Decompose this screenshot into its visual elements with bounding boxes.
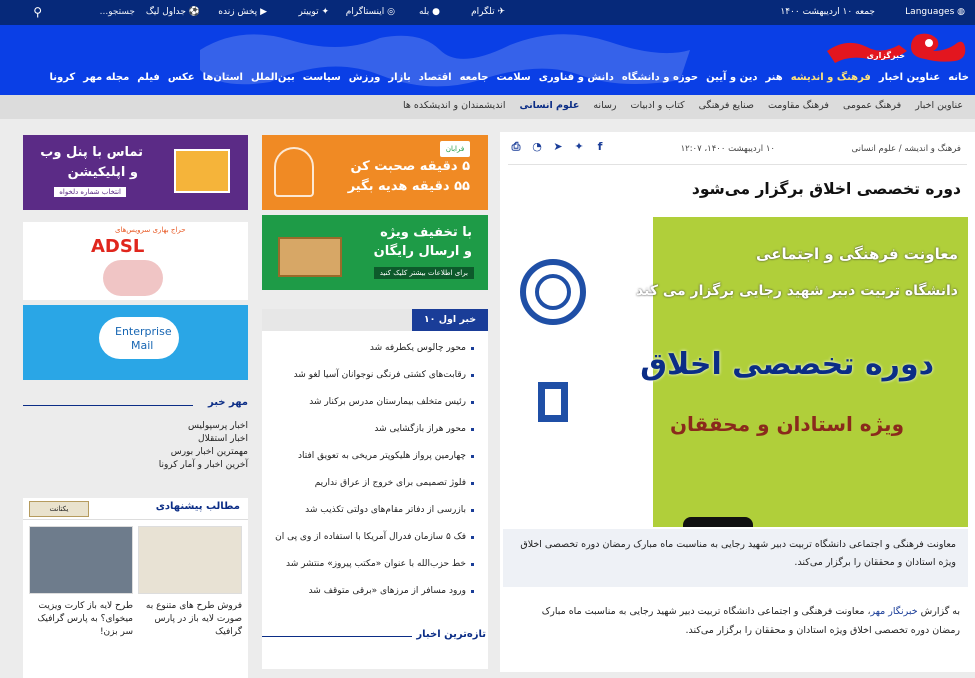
suggested-card-image (138, 526, 242, 594)
live-tv-label: پخش زنده (218, 7, 258, 17)
main-nav-item[interactable]: استان‌ها (202, 72, 243, 83)
main-nav-item[interactable]: خانه (948, 72, 969, 83)
sub-nav-item[interactable]: اندیشمندان و اندیشکده ها (402, 100, 506, 111)
news-list-item[interactable]: محور هراز بازگشایی شد (269, 416, 474, 443)
sub-nav-item[interactable]: فرهنگ مقاومت (767, 100, 829, 111)
whatsapp-icon[interactable]: ◔ (532, 140, 542, 153)
main-nav-item[interactable]: دانش و فناوری (538, 72, 614, 83)
top-bar (0, 0, 975, 25)
latest-news-title: تازه‌ترین اخبار (416, 629, 486, 640)
telegram-link[interactable] (471, 0, 505, 25)
bale-link[interactable] (419, 0, 440, 25)
body-text: ، معاونت فرهنگی و اجتماعی دانشگاه تربیت دبیر شهید رجایی به مناسبت ماه مبارک رمضان دوره تخصصی اخلاق ویژه استادان و محققان را برگزار می‌کند. (541, 606, 960, 636)
ad-left1-line-2: و اپلیکیشن (67, 165, 138, 180)
ad1-line-2: ۵۵ دقیقه هدیه بگیر (347, 179, 470, 194)
instagram-icon: ◎ (384, 7, 395, 17)
languages-menu[interactable] (905, 0, 965, 25)
sub-nav-item[interactable]: عناوین اخبار (915, 100, 963, 111)
article-panel (500, 132, 975, 672)
article-title: دوره تخصصی اخلاق برگزار می‌شود (691, 180, 961, 198)
article-image (503, 217, 968, 527)
search-input[interactable]: جستجو... (99, 7, 135, 17)
sub-nav-item[interactable]: علوم انسانی (519, 100, 580, 111)
ad-mail-line-2: Mail (131, 339, 154, 352)
article-date: ۱۰ اردیبهشت ۱۴۰۰، ۱۲:۰۷ (680, 144, 775, 154)
gift-box-icon (278, 237, 342, 277)
bale-label: بله (418, 7, 430, 17)
ad-left1-line-1: تماس با پنل وب (40, 145, 143, 160)
suggested-card[interactable] (138, 526, 242, 639)
main-nav-item[interactable]: سلامت (496, 72, 531, 83)
globe-icon: ◍ (954, 7, 965, 17)
twitter-icon: ✦ (318, 7, 329, 17)
mehr-khabar-item[interactable]: آخرین اخبار و آمار کرونا (158, 460, 248, 470)
top-10-news-box (262, 309, 488, 669)
news-list-item[interactable]: رئیس متخلف بیمارستان مدرس برکنار شد (269, 389, 474, 416)
mehr-khabar-rule (23, 405, 193, 406)
main-nav-item[interactable]: مجله مهر (83, 72, 130, 83)
suggested-card[interactable] (29, 526, 133, 639)
mehr-logo[interactable] (807, 29, 967, 69)
instagram-label: اینستاگرام (345, 7, 385, 17)
main-nav-item[interactable]: عکس (167, 72, 195, 83)
ad-enterprise-mail[interactable] (23, 305, 248, 380)
breadcrumb (852, 144, 962, 154)
twitter-share-icon[interactable]: ✦ (574, 140, 584, 153)
site-header (0, 25, 975, 95)
news-list-item[interactable]: خط حزب‌الله با عنوان «مکتب پیروز» منتشر شد (269, 551, 474, 578)
suggested-card-caption: طرح لایه باز کارت ویزیت میخوای؟ به پارس گرافیک سر بزن! (37, 601, 133, 637)
print-icon[interactable]: ⎙ (511, 140, 521, 153)
twitter-label: توییتر (298, 7, 319, 17)
league-tables-link[interactable] (146, 0, 200, 25)
news-list-item[interactable]: چهارمین پرواز هلیکوپتر مریخی به تعویق افتاد (269, 443, 474, 470)
main-nav (41, 72, 969, 83)
main-nav-item[interactable]: کرونا (49, 72, 76, 83)
section-sub-nav (0, 95, 975, 119)
ad1-brand: فرابان (440, 141, 470, 157)
play-icon: ▶ (257, 7, 267, 17)
bale-icon: ● (429, 7, 440, 17)
main-nav-item[interactable]: عناوین اخبار (878, 72, 941, 83)
languages-label: Languages (905, 7, 955, 17)
laptop-illustration-icon (174, 149, 230, 193)
logo-sub-text: خبرگزاری (866, 51, 905, 60)
mehr-khabar-box (23, 397, 248, 472)
news-list-item[interactable]: فک ۵ سازمان فدرال آمریکا با استفاده از وی پی ان (269, 524, 474, 551)
news-list-item[interactable]: ورود مسافر از مرزهای «برقی متوقف شد (269, 578, 474, 605)
image-line-1: معاونت فرهنگی و اجتماعی (756, 245, 958, 263)
search-icon[interactable]: ⚲ (33, 5, 42, 19)
ad-adsl[interactable] (23, 222, 248, 300)
middle-column (262, 132, 488, 672)
suggested-header (23, 498, 248, 520)
body-prefix: به گزارش (917, 606, 960, 617)
mehr-khabar-item[interactable]: اخبار پرسپولیس (187, 421, 248, 431)
main-nav-item[interactable]: سیاست (302, 72, 341, 83)
cloud-icon (99, 317, 179, 359)
facebook-share-icon[interactable]: f (597, 140, 603, 153)
yektanet-badge[interactable]: یکتانت (29, 501, 89, 517)
ad-faraban[interactable] (262, 135, 488, 210)
image-line-4: ویژه استادان و محققان (669, 412, 904, 436)
share-bar (510, 141, 606, 153)
main-nav-item[interactable]: جامعه (459, 72, 489, 83)
suggested-card-image (29, 526, 133, 594)
top-10-news-header (262, 309, 488, 331)
main-nav-item[interactable]: بین‌الملل (250, 72, 295, 83)
left-column (23, 132, 248, 672)
telegram-share-icon[interactable]: ➤ (553, 140, 563, 153)
football-icon: ⚽ (185, 7, 200, 17)
tab-top-10[interactable]: ۱۰ خبر اول (412, 309, 488, 331)
main-nav-item[interactable]: فرهنگ و اندیشه (790, 72, 871, 83)
main-nav-item[interactable]: دین و آیین (706, 72, 758, 83)
mehr-khabar-list (23, 420, 248, 472)
ad-left1-cta[interactable]: انتخاب شماره دلخواه (54, 187, 126, 197)
sub-nav-item[interactable]: رسانه (593, 100, 617, 111)
twitter-link[interactable] (299, 0, 329, 25)
live-tv-link[interactable] (218, 0, 267, 25)
latest-news-rule (262, 636, 412, 637)
ad-adsl-text: ADSL (91, 236, 145, 257)
instagram-link[interactable] (346, 0, 395, 25)
ad-mail-line-1: Enterprise (115, 325, 172, 338)
suggested-card-caption: فروش طرح های متنوع به صورت لایه باز در پارس گرافیک (145, 601, 242, 637)
ad1-line-1: ۵ دقیقه صحبت کن (350, 159, 470, 174)
latest-news-heading (262, 629, 488, 640)
telegram-icon: ✈ (494, 7, 505, 17)
sub-nav-item[interactable]: صنایع فرهنگی (698, 100, 754, 111)
ad-adsl-sub: حراج بهاری سرویس‌های (115, 226, 186, 234)
main-nav-item[interactable]: اقتصاد (418, 72, 452, 83)
news-list-item[interactable]: رقابت‌های کشتی فرنگی نوجوانان آسیا لغو شد (269, 362, 474, 389)
image-line-2: دانشگاه تربیت دبیر شهید رجایی برگزار می کند (636, 283, 958, 299)
main-nav-item[interactable]: هنر (765, 72, 783, 83)
breadcrumb-section[interactable]: فرهنگ و اندیشه (904, 144, 961, 154)
world-map-decoration (180, 25, 700, 95)
mehr-khabar-item[interactable]: اخبار استقلال (198, 434, 248, 444)
main-nav-item[interactable]: حوزه و دانشگاه (621, 72, 699, 83)
logo-mark (807, 29, 967, 69)
main-nav-item[interactable]: فیلم (137, 72, 160, 83)
breadcrumb-separator: / (896, 144, 902, 154)
main-nav-item[interactable]: ورزش (348, 72, 381, 83)
top-10-news-list (269, 335, 474, 605)
cow-mascot-icon (103, 260, 163, 296)
ramadan-lantern-icon (274, 147, 314, 197)
breadcrumb-subsection[interactable]: علوم انسانی (851, 144, 897, 154)
main-nav-item[interactable]: بازار (388, 72, 411, 83)
divider (508, 164, 967, 165)
news-list-item[interactable]: محور چالوس یکطرفه شد (269, 335, 474, 362)
ad2-line-1: با تخفیف ویژه (380, 225, 472, 240)
image-line-3: دوره تخصصی اخلاق (640, 347, 934, 382)
ad-discount[interactable] (262, 215, 488, 290)
telegram-label: تلگرام (471, 7, 495, 17)
article-body (503, 602, 968, 640)
ad2-line-2: و ارسال رایگان (373, 244, 472, 259)
news-list-item[interactable]: بازرسی از دفاتر مقام‌های دولتی تکذیب شد (269, 497, 474, 524)
news-list-item[interactable]: فلوژ تصمیمی برای خروج از عراق نداریم (269, 470, 474, 497)
article-lead: معاونت فرهنگی و اجتماعی دانشگاه تربیت دبیر شهید رجایی به مناسبت ماه مبارک رمضان دوره تخصصی اخلاق ویژه استادان و محققان را برگزار می‌کند. (503, 529, 968, 587)
suggested-box (23, 498, 248, 678)
mehr-khabar-item[interactable]: مهمترین اخبار بورس (170, 447, 248, 457)
ad-panel-web[interactable] (23, 135, 248, 210)
sub-nav-item[interactable]: کتاب و ادبیات (630, 100, 685, 111)
league-tables-label: جداول لیگ (145, 7, 186, 17)
header-date: جمعه ۱۰ اردیبهشت ۱۴۰۰ (780, 7, 875, 17)
reporter-link[interactable]: خبرنگار مهر (870, 606, 918, 617)
sub-nav-item[interactable]: فرهنگ عمومی (842, 100, 902, 111)
mehr-khabar-title: مهر خبر (207, 397, 248, 408)
ad2-cta[interactable]: برای اطلاعات بیشتر کلیک کنید (374, 267, 474, 279)
suggested-title: مطالب پیشنهادی (155, 501, 240, 512)
